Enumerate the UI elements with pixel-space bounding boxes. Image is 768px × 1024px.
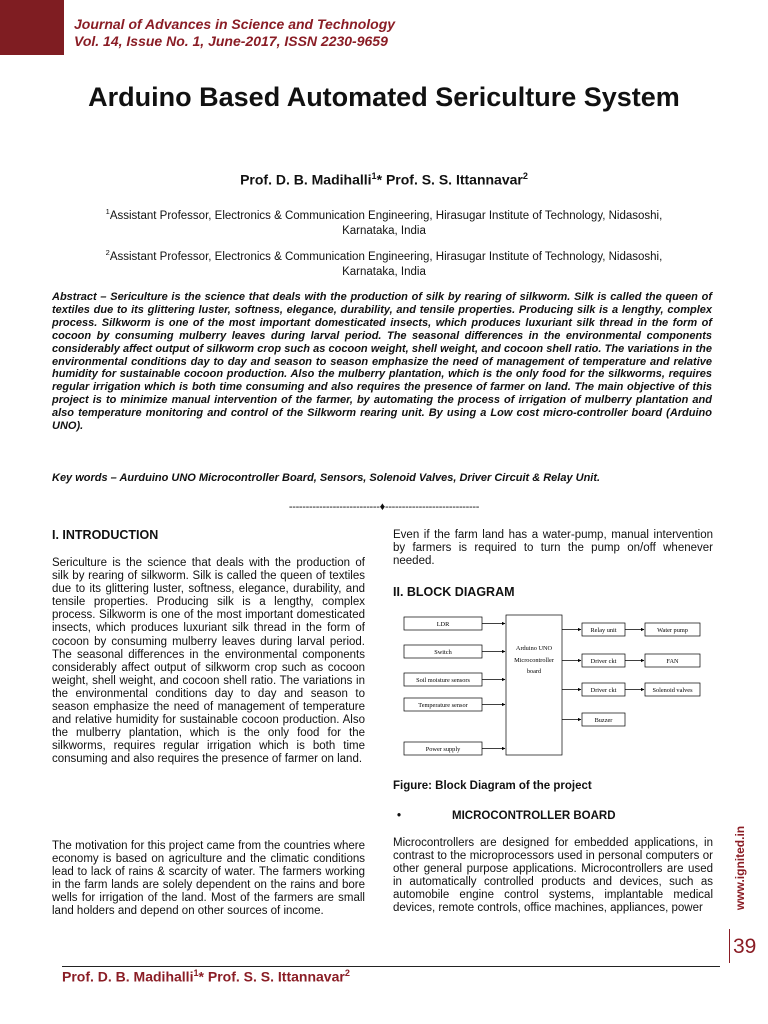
website-text[interactable]: www.ignited.in [733, 825, 747, 911]
affiliation-2-line1: Assistant Professor, Electronics & Communication Engineering, Hirasugar Institute of Technology, Nidasoshi, [109, 250, 663, 263]
journal-color-block [0, 0, 64, 55]
microcontroller-heading [397, 810, 616, 822]
paper-title: Arduino Based Automated Sericulture System [88, 82, 680, 112]
affiliation-2-sup: 2 [105, 248, 110, 257]
diagram-label-temperature: Temperature sensor [418, 702, 468, 709]
microcontroller-heading-label: MICROCONTROLLER BOARD [452, 810, 616, 822]
microcontroller-paragraph: Microcontrollers are designed for embedded applications, in contrast to the microprocessors used in personal computers or other general purpose applications. Microcontrollers are used in automatically controlled products and devices, such as automobile engine control systems, implantable medical devices, remote controls, office machines, appliances, power [393, 837, 713, 915]
author-line [0, 171, 768, 188]
affiliation-2 [64, 245, 704, 280]
diagram-label-solenoid: Solenoid valves [652, 687, 693, 694]
footer-authors [62, 968, 350, 985]
diagram-label-arduino-3: board [526, 668, 542, 675]
author-2-sup: 2 [522, 171, 528, 181]
author-1-mark: * [376, 171, 386, 188]
affiliation-1 [64, 204, 704, 239]
page-number-rule [729, 929, 730, 963]
diagram-label-arduino-2: Microcontroller [514, 657, 554, 664]
block-diagram [400, 612, 712, 772]
journal-issue: Vol. 14, Issue No. 1, June-2017, ISSN 2230-9659 [74, 33, 388, 49]
intro-paragraph-1: Sericulture is the science that deals with the production of silk by rearing of silkworm. Silk is called the queen of textiles due to its glittering luster, softness, elegance, durability, and tensile properties. Producing silk is a lengthy, complex process. Silkworm is one of the most important domesticated insects, which produces luxuriant silk thread in the form of cocoon by consuming mulberry leaves during larval period. The seasonal differences in the environmental components considerably affect output of silkworm crop such as cocoon weight, shell weight, and cocoon shell ratio. The variations in the environmental conditions day to day and season to season emphasize the need of management of temperature and relative humidity for sustainable cocoon production. Also the mulberry plantation, which is the only food for the silkworms, requires regular irrigation which is both time consuming and also requires the presence of farmer on land. [52, 557, 365, 766]
diagram-label-fan: FAN [666, 658, 679, 665]
diagram-label-ldr: LDR [436, 621, 450, 628]
footer-author-1-mark: * [198, 968, 208, 985]
diagram-label-soil: Soil moisture sensors [416, 677, 470, 684]
affiliation-1-line2: Karnataka, India [342, 224, 426, 237]
diagram-label-buzzer: Buzzer [594, 717, 613, 724]
diagram-label-arduino-1: Arduino UNO [515, 645, 553, 652]
intro-paragraph-2: The motivation for this project came from the countries where economy is based on agriculture and the climatic conditions lead to lack of rains & scarcity of water. The farmers working in the farm lands are solely dependent on the rains and bore wells for irrigation of the land. Most of the farmers are small land holders and depend on other sources of income. [52, 840, 365, 918]
page-number: 39 [733, 935, 757, 958]
affiliation-1-sup: 1 [105, 207, 110, 216]
footer-author-1: Prof. D. B. Madihalli [62, 968, 194, 985]
diagram-label-driver-1: Driver ckt [590, 658, 617, 665]
diagram-label-water-pump: Water pump [657, 627, 688, 634]
diagram-label-power: Power supply [425, 746, 461, 753]
footer-author-1-sup: 1 [193, 968, 199, 978]
abstract: Abstract – Sericulture is the science that deals with the production of silk by rearing of silkworm. Silk is called the queen of textiles due to its glittering luster, softness, elegance, durability, and tensile properties. Producing silk is a lengthy, complex process. Silkworm is one of the most important domesticated insects, which produces luxuriant silk thread in the form of cocoon by consuming mulberry leaves during larval period. The seasonal differences in the environmental components considerably affect output of silkworm crop such as cocoon weight, shell weight, and cocoon shell ratio. The variations in the environmental conditions day to day and season to season emphasize the need of management of temperature and relative humidity for sustainable cocoon production. Also the mulberry plantation, which is the only food for the silkworms, requires regular irrigation which is both time consuming and also requires the presence of farmer on land. The main objective of this project is to minimize manual intervention of the farmer, by automating the process of irrigation of mulberry plantation and also temperature monitoring and control of the Silkworm rearing unit. By using a Low cost micro-controller board (Arduino UNO). [52, 291, 712, 433]
diagram-label-relay: Relay unit [590, 627, 617, 634]
author-2: Prof. S. S. Ittannavar [385, 171, 523, 188]
bullet: • [397, 810, 402, 822]
figure-caption: Figure: Block Diagram of the project [393, 780, 592, 792]
footer-rule [62, 966, 720, 967]
intro-heading: I. INTRODUCTION [52, 528, 159, 542]
affiliation-1-line1: Assistant Professor, Electronics & Communication Engineering, Hirasugar Institute of Technology, Nidasoshi, [109, 209, 663, 222]
block-diagram-heading: II. BLOCK DIAGRAM [393, 585, 515, 599]
keywords: Key words – Aurduino UNO Microcontroller Board, Sensors, Solenoid Valves, Driver Circuit & Relay Unit. [52, 472, 601, 484]
footer-author-2-sup: 2 [344, 968, 350, 978]
intro-continued-paragraph: Even if the farm land has a water-pump, manual intervention by farmers is required to turn the pump on/off whenever needed. [393, 529, 713, 568]
author-1-sup: 1 [371, 171, 377, 181]
journal-name: Journal of Advances in Science and Technology [74, 16, 396, 32]
website-link[interactable] [735, 815, 753, 925]
affiliation-2-line2: Karnataka, India [342, 265, 426, 278]
diagram-label-driver-2: Driver ckt [590, 687, 617, 694]
diagram-box-arduino [506, 615, 562, 755]
footer-author-2: Prof. S. S. Ittannavar [207, 968, 345, 985]
author-1: Prof. D. B. Madihalli [240, 171, 372, 188]
section-separator: ---------------------------♦---------------------------- [288, 501, 480, 513]
diagram-label-switch: Switch [434, 649, 452, 656]
